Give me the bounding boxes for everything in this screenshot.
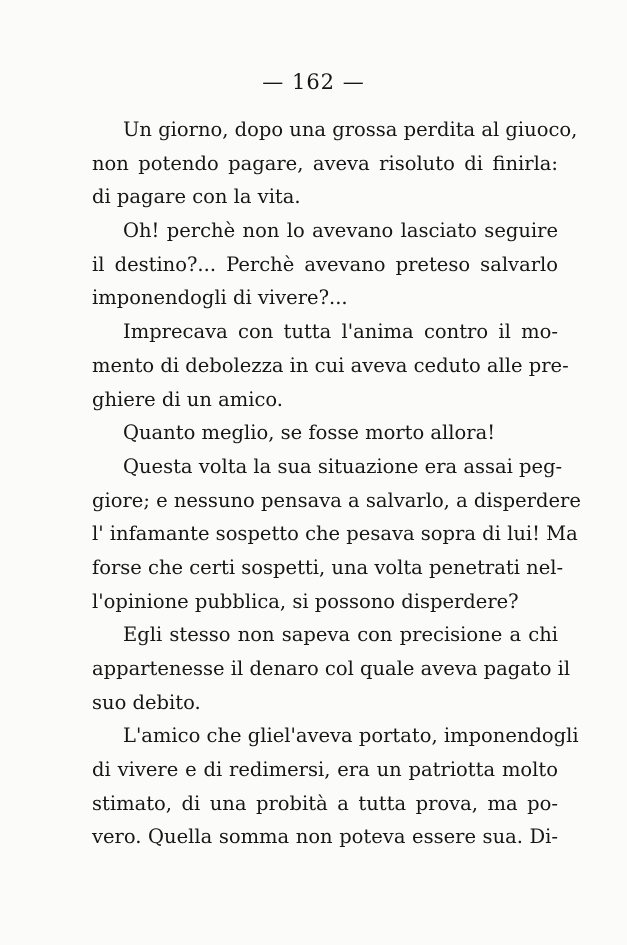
text-line: Imprecava con tutta l'anima contro il mo- — [123, 320, 558, 344]
text-line: ghiere di un amico. — [92, 387, 283, 411]
text-line: Egli stesso non sapeva con precisione a chi — [123, 623, 558, 647]
text-line: forse che certi sospetti, una volta penetrati nel- — [92, 555, 564, 579]
text-line: di pagare con la vita. — [92, 185, 301, 209]
text-line: imponendogli di vivere?... — [92, 286, 348, 310]
text-line: di vivere e di redimersi, era un patriotta molto — [92, 758, 558, 782]
text-line: Questa volta la sua situazione era assai peg- — [123, 454, 563, 478]
text-line: Un giorno, dopo una grossa perdita al giuoco, — [123, 118, 578, 141]
text-line: l' infamante sospetto che pesava sopra di lui! Ma — [92, 522, 578, 546]
text-line: giore; e nessuno pensava a salvarlo, a disperdere — [92, 488, 581, 512]
text-line: suo debito. — [92, 690, 201, 714]
text-line: l'opinione pubblica, si possono disperdere? — [92, 589, 519, 613]
text-line: stimato, di una probità a tutta prova, ma po- — [92, 791, 558, 815]
text-line: Quanto meglio, se fosse morto allora! — [123, 421, 496, 445]
text-line: vero. Quella somma non poteva essere sua. Di- — [92, 825, 558, 849]
text-line: il destino?... Perchè avevano preteso salvarlo — [92, 252, 558, 276]
text-line: L'amico che gliel'aveva portato, imponendogli — [123, 724, 579, 748]
body-text — [92, 113, 581, 854]
text-line: appartenesse il denaro col quale aveva pagato il — [92, 657, 571, 680]
text-line: Oh! perchè non lo avevano lasciato seguire — [123, 219, 558, 243]
page-number: — 162 — — [262, 70, 365, 94]
text-line: non potendo pagare, aveva risoluto di finirla: — [92, 151, 558, 175]
text-line: mento di debolezza in cui aveva ceduto alle pre- — [92, 353, 569, 377]
